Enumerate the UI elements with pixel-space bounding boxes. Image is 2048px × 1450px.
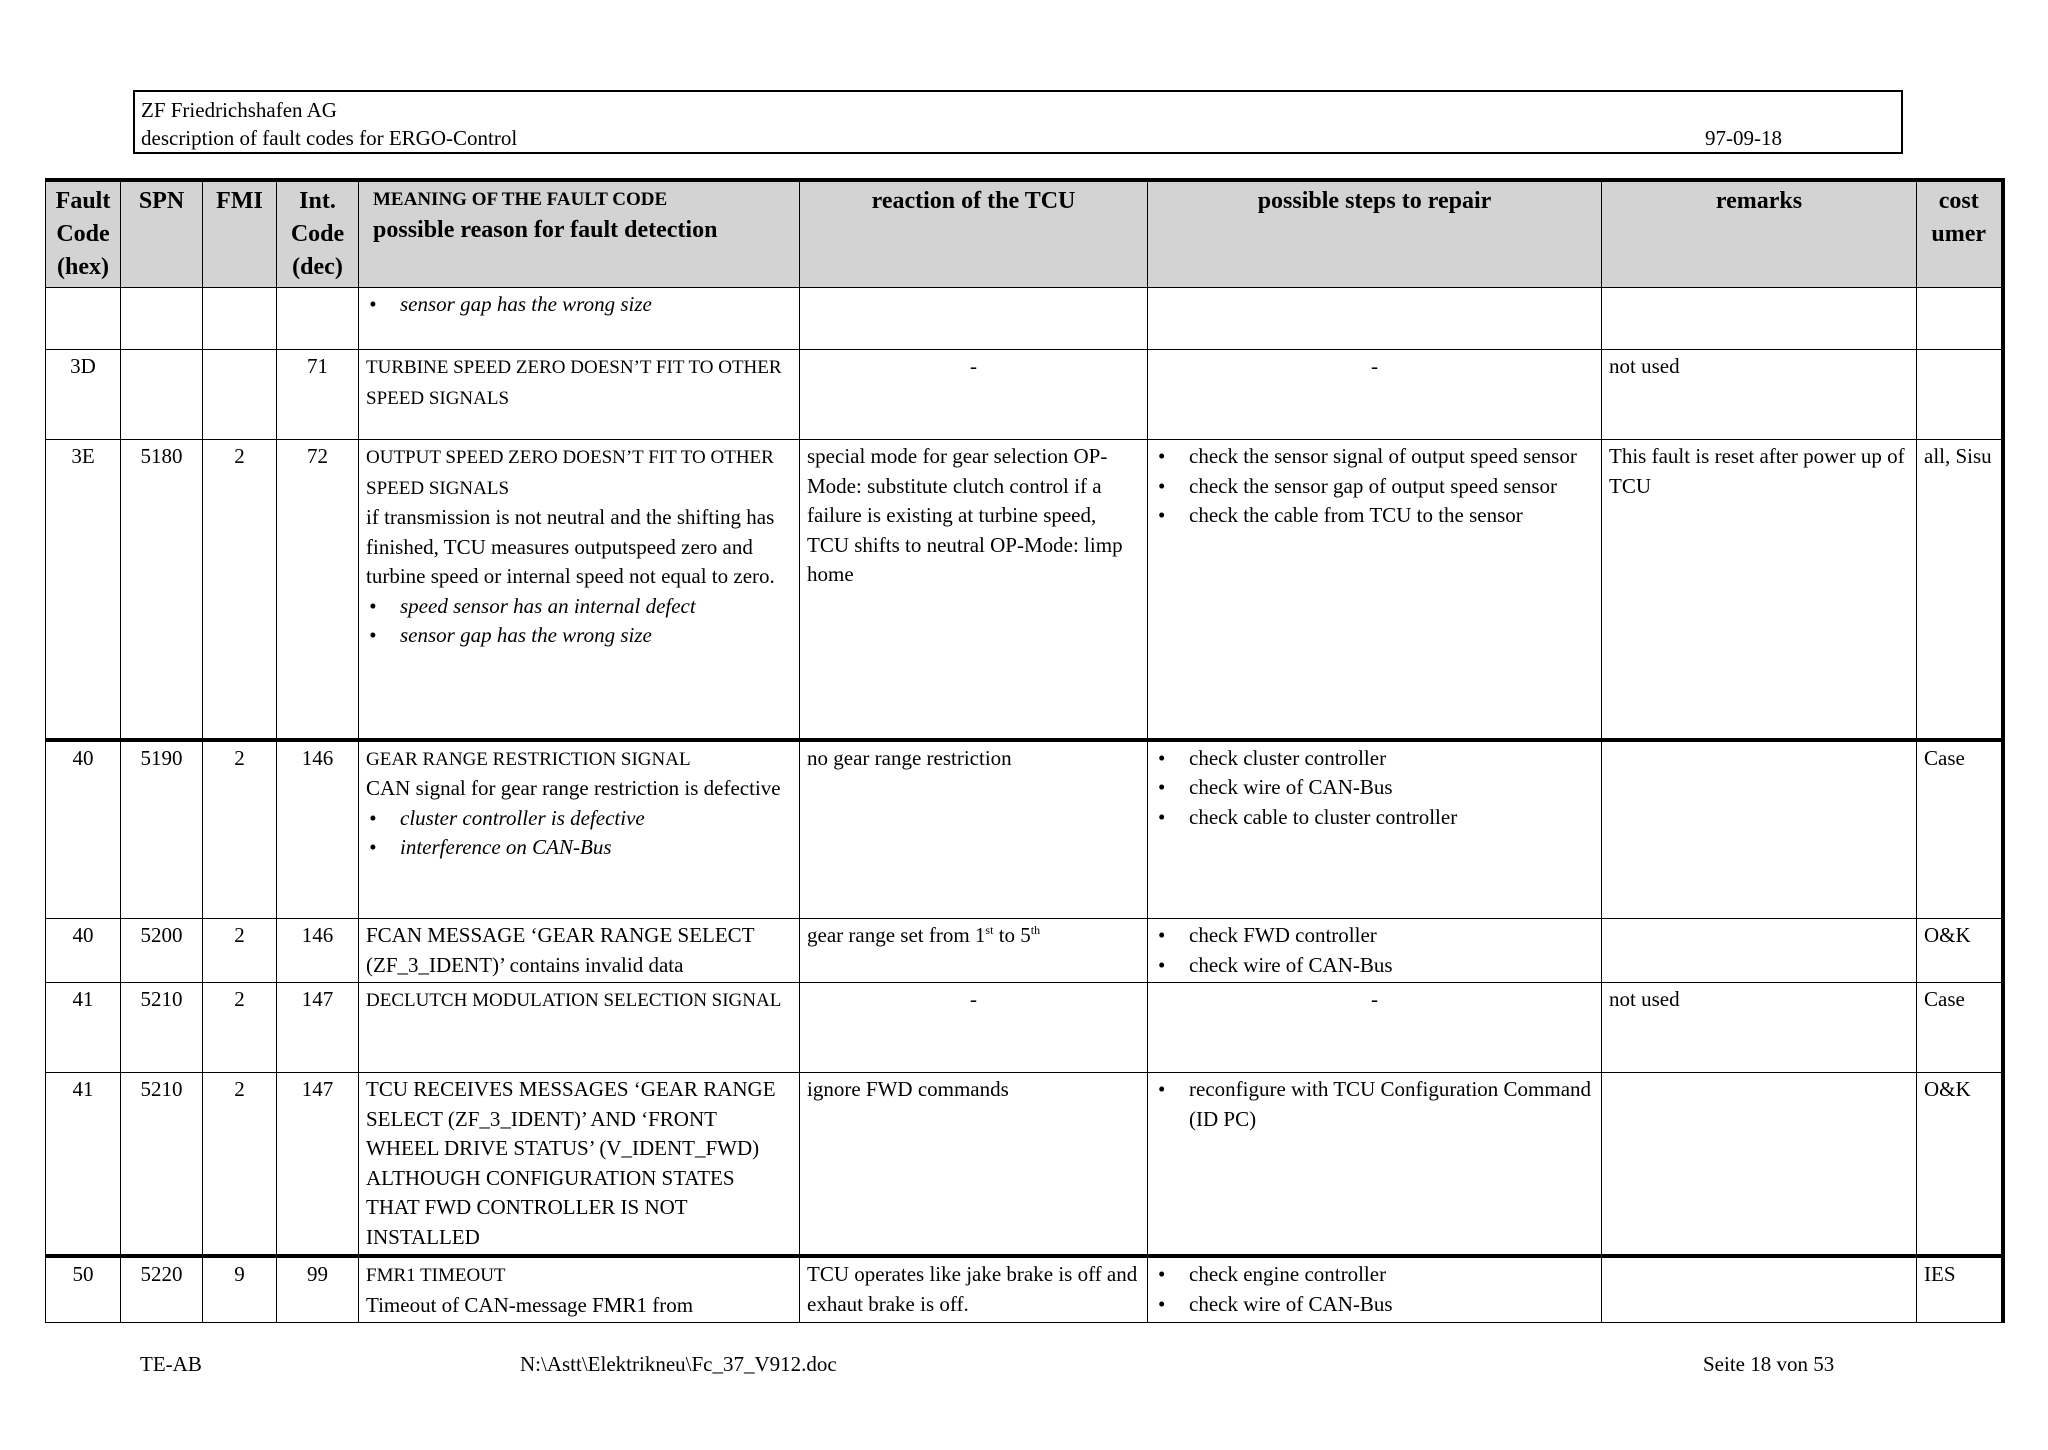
steps-cell (1148, 440, 1602, 740)
customer-cell: Case (1917, 740, 2003, 919)
table-row: 40 5190 2 146 GEAR RANGE RESTRICTION SIGNAL CAN signal for gear range restriction is defective • cluster controller is defective • interference on CAN-Bus no gear range restriction • check cluster controller • check wire of CAN-Bus • check cable to cluster controller Case (46, 740, 2003, 919)
steps-cell (1148, 1256, 1602, 1323)
table-row: 3D 71 TURBINE SPEED ZERO DOESN’T FIT TO OTHER SPEED SIGNALS - - not used (46, 350, 2003, 440)
header-spn: SPN (121, 180, 203, 288)
fault-code-cell: 40 (46, 919, 121, 983)
reaction-cell: gear range set from 1st to 5th (800, 919, 1148, 983)
header-fault-code: Fault Code (hex) (46, 180, 121, 288)
list-item: • check the sensor signal of output speed sensor (1155, 442, 1594, 472)
header-fmi: FMI (203, 180, 277, 288)
list-item: • check engine controller (1155, 1260, 1594, 1290)
header-int-code: Int. Code (dec) (277, 180, 359, 288)
fault-code-table (45, 178, 2005, 1323)
remarks-cell (1602, 1073, 1917, 1257)
steps-cell (1148, 740, 1602, 919)
fault-code-cell: 3D (46, 350, 121, 440)
reaction-cell: ignore FWD commands (800, 1073, 1148, 1257)
list-item: • check cluster controller (1155, 744, 1594, 774)
table-row: 41 5210 2 147 TCU RECEIVES MESSAGES ‘GEAR RANGE SELECT (ZF_3_IDENT)’ AND ‘FRONT WHEEL DRIVE STATUS’ (V_IDENT_FWD) ALTHOUGH CONFIGURATION STATES THAT FWD CONTROLLER IS NOT INSTALLED ignore FWD commands • reconfigure with TCU Configuration Command (ID PC) O&K (46, 1073, 2003, 1257)
table-row: 40 5200 2 146 FCAN MESSAGE ‘GEAR RANGE SELECT (ZF_3_IDENT)’ contains invalid data gear range set from 1st to 5th • check FWD controller • check wire of CAN-Bus O&K (46, 919, 2003, 983)
fault-code-cell: 41 (46, 983, 121, 1073)
fault-code-cell: 41 (46, 1073, 121, 1257)
fault-code-cell: 40 (46, 740, 121, 919)
list-item: • check wire of CAN-Bus (1155, 1290, 1594, 1320)
remarks-cell: not used (1602, 350, 1917, 440)
header-reaction: reaction of the TCU (800, 180, 1148, 288)
list-item: • check the cable from TCU to the sensor (1155, 501, 1594, 531)
fault-code-cell: 50 (46, 1256, 121, 1323)
reaction-cell: TCU operates like jake brake is off and exhaut brake is off. (800, 1256, 1148, 1323)
list-item: • check the sensor gap of output speed sensor (1155, 472, 1594, 502)
list-item: • cluster controller is defective (366, 804, 792, 834)
header-steps: possible steps to repair (1148, 180, 1602, 288)
customer-cell: IES (1917, 1256, 2003, 1323)
list-item: • check wire of CAN-Bus (1155, 773, 1594, 803)
list-item: • interference on CAN-Bus (366, 833, 792, 863)
customer-cell: all, Sisu (1917, 440, 2003, 740)
table-row: 41 5210 2 147 DECLUTCH MODULATION SELECTION SIGNAL - - not used Case (46, 983, 2003, 1073)
footer-department: TE-AB (140, 1352, 202, 1376)
footer-page-number: Seite 18 von 53 (1703, 1352, 1835, 1376)
meaning-cell: TCU RECEIVES MESSAGES ‘GEAR RANGE SELECT (ZF_3_IDENT)’ AND ‘FRONT WHEEL DRIVE STATUS’ (V_IDENT_FWD) ALTHOUGH CONFIGURATION STATES THAT FWD CONTROLLER IS NOT INSTALLED (359, 1073, 800, 1257)
customer-cell: O&K (1917, 1073, 2003, 1257)
meaning-cell: DECLUTCH MODULATION SELECTION SIGNAL (359, 983, 800, 1073)
list-item: • sensor gap has the wrong size (366, 290, 792, 320)
document-description: description of fault codes for ERGO-Control (141, 126, 518, 150)
customer-cell: Case (1917, 983, 2003, 1073)
table-header-row (46, 180, 2003, 288)
customer-cell: O&K (1917, 919, 2003, 983)
reaction-cell: special mode for gear selection OP-Mode: substitute clutch control if a failure is existing at turbine speed, TCU shifts to neutral OP-Mode: limp home (800, 440, 1148, 740)
meaning-cell: FMR1 TIMEOUT Timeout of CAN-message FMR1 from (359, 1256, 800, 1323)
footer-file-path: N:\Astt\Elektrikneu\Fc_37_V912.doc (520, 1352, 837, 1376)
list-item: • speed sensor has an internal defect (366, 592, 792, 622)
remarks-cell (1602, 740, 1917, 919)
remarks-cell: This fault is reset after power up of TCU (1602, 440, 1917, 740)
remarks-cell (1602, 1256, 1917, 1323)
list-item: • reconfigure with TCU Configuration Command (ID PC) (1155, 1075, 1594, 1134)
meaning-cell: GEAR RANGE RESTRICTION SIGNAL CAN signal for gear range restriction is defective • cluster controller is defective • interference on CAN-Bus (359, 740, 800, 919)
reaction-cell: no gear range restriction (800, 740, 1148, 919)
table-row (46, 288, 2003, 350)
remarks-cell: not used (1602, 983, 1917, 1073)
header-remarks: remarks (1602, 180, 1917, 288)
meaning-cell: OUTPUT SPEED ZERO DOESN’T FIT TO OTHER SPEED SIGNALS if transmission is not neutral and the shifting has finished, TCU measures outputspeed zero and turbine speed or internal speed not equal to zero. • speed sensor has an internal defect • sensor gap has the wrong size (359, 440, 800, 740)
list-item: • check wire of CAN-Bus (1155, 951, 1594, 981)
remarks-cell (1602, 919, 1917, 983)
list-item: • check cable to cluster controller (1155, 803, 1594, 833)
table-row: 3E 5180 2 72 OUTPUT SPEED ZERO DOESN’T FIT TO OTHER SPEED SIGNALS if transmission is not neutral and the shifting has finished, TCU measures outputspeed zero and turbine speed or internal speed not equal to zero. • speed sensor has an internal defect • sensor gap has the wrong size special mode for gear selection OP-Mode: substitute clutch control if a failure is existing at turbine speed, TCU shifts to neutral OP-Mode: limp home • check the sensor signal of output speed sensor • check the sensor gap of output speed sensor • check the cable from TCU to the sensor This fault is reset after power up of TCU all, Sisu (46, 440, 2003, 740)
company-name: ZF Friedrichshafen AG (141, 98, 337, 122)
document-date: 97-09-18 (1705, 126, 1782, 150)
meaning-cell: FCAN MESSAGE ‘GEAR RANGE SELECT (ZF_3_IDENT)’ contains invalid data (359, 919, 800, 983)
header-meaning: MEANING OF THE FAULT CODE possible reason for fault detection (359, 180, 800, 288)
table-row: 50 5220 9 99 FMR1 TIMEOUT Timeout of CAN-message FMR1 from TCU operates like jake brake is off and exhaut brake is off. • check engine controller • check wire of CAN-Bus IES (46, 1256, 2003, 1323)
steps-cell (1148, 1073, 1602, 1257)
document-header (133, 90, 1903, 154)
list-item: • check FWD controller (1155, 921, 1594, 951)
meaning-cell (359, 288, 800, 350)
fault-code-cell: 3E (46, 440, 121, 740)
steps-cell (1148, 919, 1602, 983)
meaning-cell: TURBINE SPEED ZERO DOESN’T FIT TO OTHER SPEED SIGNALS (359, 350, 800, 440)
list-item: • sensor gap has the wrong size (366, 621, 792, 651)
header-customer: cost umer (1917, 180, 2003, 288)
